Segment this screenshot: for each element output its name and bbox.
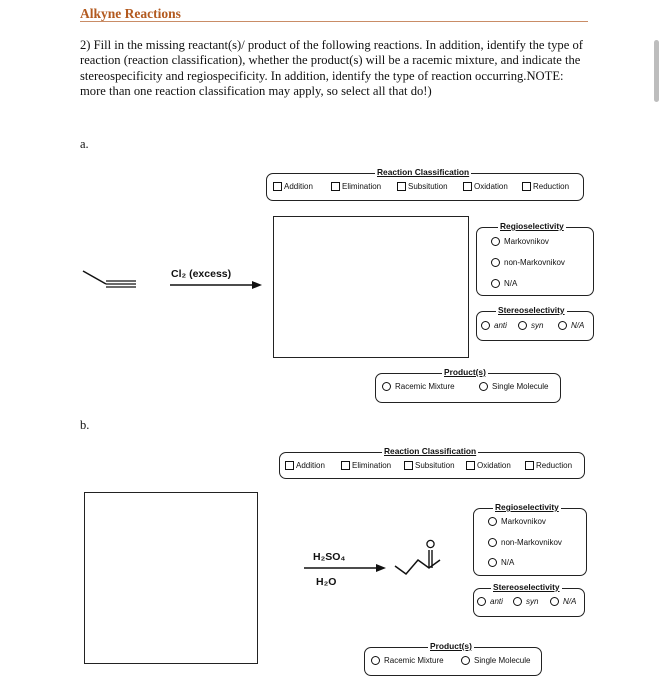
part-b-reaction-arrow — [302, 562, 388, 574]
part-a-products-label: Product(s) — [444, 367, 486, 377]
part-a-class-oxidation[interactable]: Oxidation — [463, 182, 508, 191]
checkbox-icon — [331, 182, 340, 191]
part-a-regio-na[interactable]: N/A — [491, 279, 517, 288]
part-b-class-reduction[interactable]: Reduction — [525, 461, 572, 470]
part-b-class-elimination[interactable]: Elimination — [341, 461, 391, 470]
scrollbar[interactable] — [654, 40, 659, 102]
part-a-regio-non-markovnikov[interactable]: non-Markovnikov — [491, 258, 565, 267]
radio-icon — [477, 597, 486, 606]
checkbox-icon — [463, 182, 472, 191]
part-a-class-elimination[interactable]: Elimination — [331, 182, 381, 191]
part-b-stereo-anti[interactable]: anti — [477, 597, 503, 606]
part-b-stereo-na[interactable]: N/A — [550, 597, 576, 606]
part-a-class-addition[interactable]: Addition — [273, 182, 313, 191]
checkbox-icon — [273, 182, 282, 191]
part-a-stereo-label: Stereoselectivity — [498, 305, 565, 315]
radio-icon — [371, 656, 380, 665]
part-b-stereo-label: Stereoselectivity — [493, 582, 560, 592]
part-a-reagent: Cl₂ (excess) — [171, 268, 232, 280]
radio-icon — [491, 237, 500, 246]
radio-icon — [558, 321, 567, 330]
radio-icon — [488, 558, 497, 567]
part-a-answer-box[interactable] — [273, 216, 469, 358]
part-b-stereo-syn[interactable]: syn — [513, 597, 538, 606]
part-b-answer-box[interactable] — [84, 492, 258, 664]
checkbox-icon — [341, 461, 350, 470]
radio-icon — [491, 279, 500, 288]
checkbox-icon — [525, 461, 534, 470]
part-b-class-substitution[interactable]: Subsitution — [404, 461, 455, 470]
part-a-class-reduction[interactable]: Reduction — [522, 182, 569, 191]
part-a-racemic-mixture[interactable]: Racemic Mixture — [382, 382, 455, 391]
part-b-class-oxidation[interactable]: Oxidation — [466, 461, 511, 470]
part-b-label: b. — [80, 418, 90, 432]
part-b-regio-markovnikov[interactable]: Markovnikov — [488, 517, 546, 526]
radio-icon — [491, 258, 500, 267]
part-b-regio-na[interactable]: N/A — [488, 558, 514, 567]
checkbox-icon — [285, 461, 294, 470]
checkbox-icon — [397, 182, 406, 191]
part-b-classification-label: Reaction Classification — [384, 446, 477, 456]
part-b-reagent-acid: H₂SO₄ — [313, 551, 346, 563]
part-b-racemic-mixture[interactable]: Racemic Mixture — [371, 656, 444, 665]
radio-icon — [382, 382, 391, 391]
radio-icon — [461, 656, 470, 665]
part-a-stereo-na[interactable]: N/A — [558, 321, 584, 330]
question-text: 2) Fill in the missing reactant(s)/ product of the following reactions. In addition, identify the type of reaction (reaction classification), whether the product(s) will be a racemic mixture, and indicate the stereospecificity and regiospecificity. In addition, identify the type of reaction occurring.NOTE: more than one reaction classification may apply, so select all that do!) — [80, 38, 583, 99]
section-title: Alkyne Reactions — [80, 6, 181, 21]
checkbox-icon — [466, 461, 475, 470]
radio-icon — [488, 517, 497, 526]
part-b-class-addition[interactable]: Addition — [285, 461, 325, 470]
part-a-stereo-anti[interactable]: anti — [481, 321, 507, 330]
part-a-single-molecule[interactable]: Single Molecule — [479, 382, 548, 391]
radio-icon — [481, 321, 490, 330]
title-underline — [80, 21, 588, 22]
part-b-products-label: Product(s) — [430, 641, 472, 651]
radio-icon — [518, 321, 527, 330]
part-a-regio-markovnikov[interactable]: Markovnikov — [491, 237, 549, 246]
checkbox-icon — [404, 461, 413, 470]
part-a-regio-label: Regioselectivity — [500, 221, 564, 231]
checkbox-icon — [522, 182, 531, 191]
part-b-reagent-water: H₂O — [316, 576, 337, 588]
part-b-product-structure — [392, 536, 452, 580]
part-a-stereo-syn[interactable]: syn — [518, 321, 543, 330]
radio-icon — [488, 538, 497, 547]
radio-icon — [513, 597, 522, 606]
part-a-label: a. — [80, 137, 89, 151]
part-b-single-molecule[interactable]: Single Molecule — [461, 656, 530, 665]
radio-icon — [479, 382, 488, 391]
part-a-reaction-arrow — [168, 279, 264, 291]
part-a-class-substitution[interactable]: Subsitution — [397, 182, 448, 191]
part-b-regio-label: Regioselectivity — [495, 502, 559, 512]
part-a-classification-label: Reaction Classification — [377, 167, 470, 177]
radio-icon — [550, 597, 559, 606]
part-b-regio-non-markovnikov[interactable]: non-Markovnikov — [488, 538, 562, 547]
